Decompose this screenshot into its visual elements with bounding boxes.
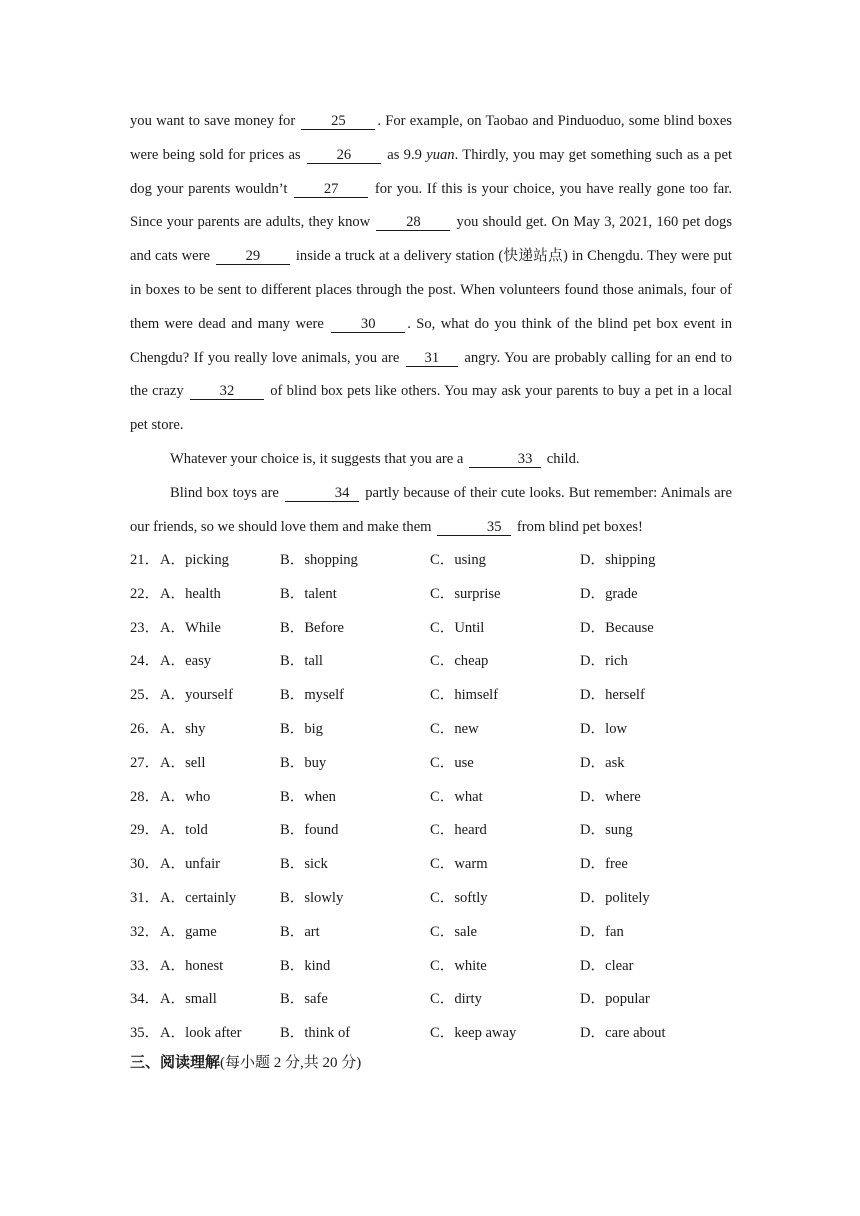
option-b: B．art <box>280 923 320 940</box>
option-c: C．softly <box>430 889 488 906</box>
passage-text: of blind box pets like others. You may ask your parents to buy a pet in a local pet store. <box>130 383 732 434</box>
question-number: 25． <box>130 687 160 704</box>
option-c: C．using <box>430 552 486 568</box>
option-a: A．certainly <box>160 889 237 906</box>
option-a: A．sell <box>160 754 206 771</box>
question-row <box>130 882 750 916</box>
blank-29: 29 <box>216 248 290 265</box>
option-d: D．grade <box>580 585 638 602</box>
passage-text: angry. You are probably calling for an end to the crazy <box>130 349 732 400</box>
option-b: B．myself <box>280 687 345 704</box>
option-c: C．white <box>430 957 487 974</box>
question-number: 27． <box>130 754 160 771</box>
option-d: D．care about <box>580 1025 666 1042</box>
option-d: D．where <box>580 788 641 805</box>
question-row <box>130 679 750 713</box>
passage-text-italic: yuan <box>426 146 455 163</box>
passage-text: . For example, on Taobao and Pinduoduo, some blind boxes were being sold for prices as <box>130 113 732 163</box>
option-c: C．warm <box>430 856 488 873</box>
passage-text: from blind pet boxes! <box>513 518 643 535</box>
option-a: A．unfair <box>160 856 220 873</box>
blank-35: 35 <box>437 519 511 536</box>
option-b: B．buy <box>280 754 327 771</box>
passage-text: . So, what do you think of the blind pet box event in Chengdu? If you really love animals, you are <box>130 315 732 366</box>
question-number: 35． <box>130 1025 160 1042</box>
option-b: B．talent <box>280 585 337 602</box>
option-a: A．who <box>160 788 211 805</box>
option-b: B．when <box>280 788 336 805</box>
passage-text: you want to save money for <box>130 113 300 129</box>
question-number: 24． <box>130 653 160 670</box>
option-a: A．easy <box>160 653 212 670</box>
answer-options-list <box>130 544 750 1051</box>
option-a: A．told <box>160 822 208 839</box>
option-c: C．what <box>430 788 483 805</box>
passage-paragraph-2 <box>130 443 732 477</box>
option-b: B．found <box>280 822 339 839</box>
option-b: B．tall <box>280 653 323 670</box>
option-a: A．shy <box>160 720 206 737</box>
question-row <box>130 950 750 984</box>
blank-34: 34 <box>285 485 359 502</box>
question-row <box>130 916 750 950</box>
option-d: D．low <box>580 720 628 737</box>
option-c: C．cheap <box>430 653 489 670</box>
question-number: 22． <box>130 585 160 602</box>
question-number: 28． <box>130 788 160 805</box>
option-d: D．free <box>580 856 628 873</box>
passage-text: Whatever your choice is, it suggests that you are a <box>170 450 468 467</box>
passage-text: Blind box toys are <box>170 484 284 501</box>
question-row <box>130 612 750 646</box>
question-row <box>130 814 750 848</box>
option-b: B．big <box>280 720 323 737</box>
option-b: B．Before <box>280 619 345 636</box>
option-b: B．safe <box>280 991 328 1008</box>
blank-26: 26 <box>307 147 381 164</box>
section-heading <box>130 1046 361 1080</box>
option-c: C．use <box>430 754 474 771</box>
passage-text: you should get. On May 3, 2021, 160 pet dogs and cats were <box>130 214 732 265</box>
blank-28: 28 <box>376 214 450 231</box>
question-row <box>130 544 750 578</box>
option-b: B．sick <box>280 856 328 873</box>
option-a: A．picking <box>160 552 229 568</box>
blank-33: 33 <box>469 451 541 468</box>
question-row <box>130 781 750 815</box>
question-row <box>130 983 750 1017</box>
blank-30: 30 <box>331 316 405 333</box>
option-c: C．himself <box>430 687 499 704</box>
question-number: 30． <box>130 856 160 873</box>
passage-text: as 9.9 <box>382 146 427 163</box>
question-number: 32． <box>130 923 160 940</box>
option-c: C．Until <box>430 619 485 636</box>
section-title: 三、阅读理解 <box>130 1055 221 1071</box>
question-number: 33． <box>130 957 160 974</box>
option-b: B．shopping <box>280 552 358 568</box>
option-a: A．honest <box>160 957 224 974</box>
passage-text: . Thirdly, you may get something such as a pet dog your parents wouldn’t <box>130 146 732 197</box>
option-c: C．sale <box>430 923 478 940</box>
blank-31: 31 <box>406 350 458 367</box>
blank-27: 27 <box>294 181 368 198</box>
option-a: A．While <box>160 619 221 636</box>
passage-text: child. <box>543 450 580 467</box>
option-c: C．heard <box>430 822 487 839</box>
option-a: A．game <box>160 923 217 940</box>
question-number: 29． <box>130 822 160 839</box>
question-number: 26． <box>130 720 160 737</box>
option-d: D．politely <box>580 889 650 906</box>
question-row <box>130 747 750 781</box>
option-b: B．kind <box>280 957 331 974</box>
cloze-passage <box>130 105 732 544</box>
section-scoring-note: (每小题 2 分,共 20 分) <box>220 1055 362 1071</box>
option-d: D．popular <box>580 991 650 1008</box>
option-a: A．look after <box>160 1025 242 1042</box>
option-c: C．new <box>430 720 479 737</box>
passage-text: partly because of their cute looks. But remember: Animals are our friends, so we should love them and make them <box>130 484 732 535</box>
option-d: D．sung <box>580 822 633 839</box>
option-c: C．keep away <box>430 1025 517 1042</box>
option-d: D．herself <box>580 687 645 704</box>
blank-32: 32 <box>190 383 264 400</box>
option-c: C．surprise <box>430 585 501 602</box>
passage-text: inside a truck at a delivery station (快递站点) in Chengdu. They were put in boxes to be sent to different places through the post. When volunteers found those animals, four of them were dead and many were <box>130 248 732 332</box>
option-d: D．Because <box>580 619 654 636</box>
question-number: 34． <box>130 991 160 1008</box>
question-number: 21． <box>130 552 160 568</box>
question-row <box>130 645 750 679</box>
option-a: A．small <box>160 991 217 1008</box>
option-a: A．yourself <box>160 687 233 704</box>
option-b: B．slowly <box>280 889 344 906</box>
question-row <box>130 713 750 747</box>
question-row <box>130 848 750 882</box>
option-d: D．clear <box>580 957 634 974</box>
question-number: 23． <box>130 619 160 636</box>
option-d: D．rich <box>580 653 628 670</box>
blank-25: 25 <box>301 113 375 130</box>
passage-paragraph-3 <box>130 477 732 545</box>
option-a: A．health <box>160 585 221 602</box>
question-row <box>130 578 750 612</box>
passage-text: for you. If this is your choice, you have really gone too far. Since your parents are adults, they know <box>130 180 732 231</box>
passage-paragraph-1 <box>130 105 732 443</box>
option-d: D．shipping <box>580 552 656 568</box>
option-d: D．fan <box>580 923 624 940</box>
option-c: C．dirty <box>430 991 482 1008</box>
option-d: D．ask <box>580 754 625 771</box>
question-number: 31． <box>130 889 160 906</box>
option-b: B．think of <box>280 1025 351 1042</box>
